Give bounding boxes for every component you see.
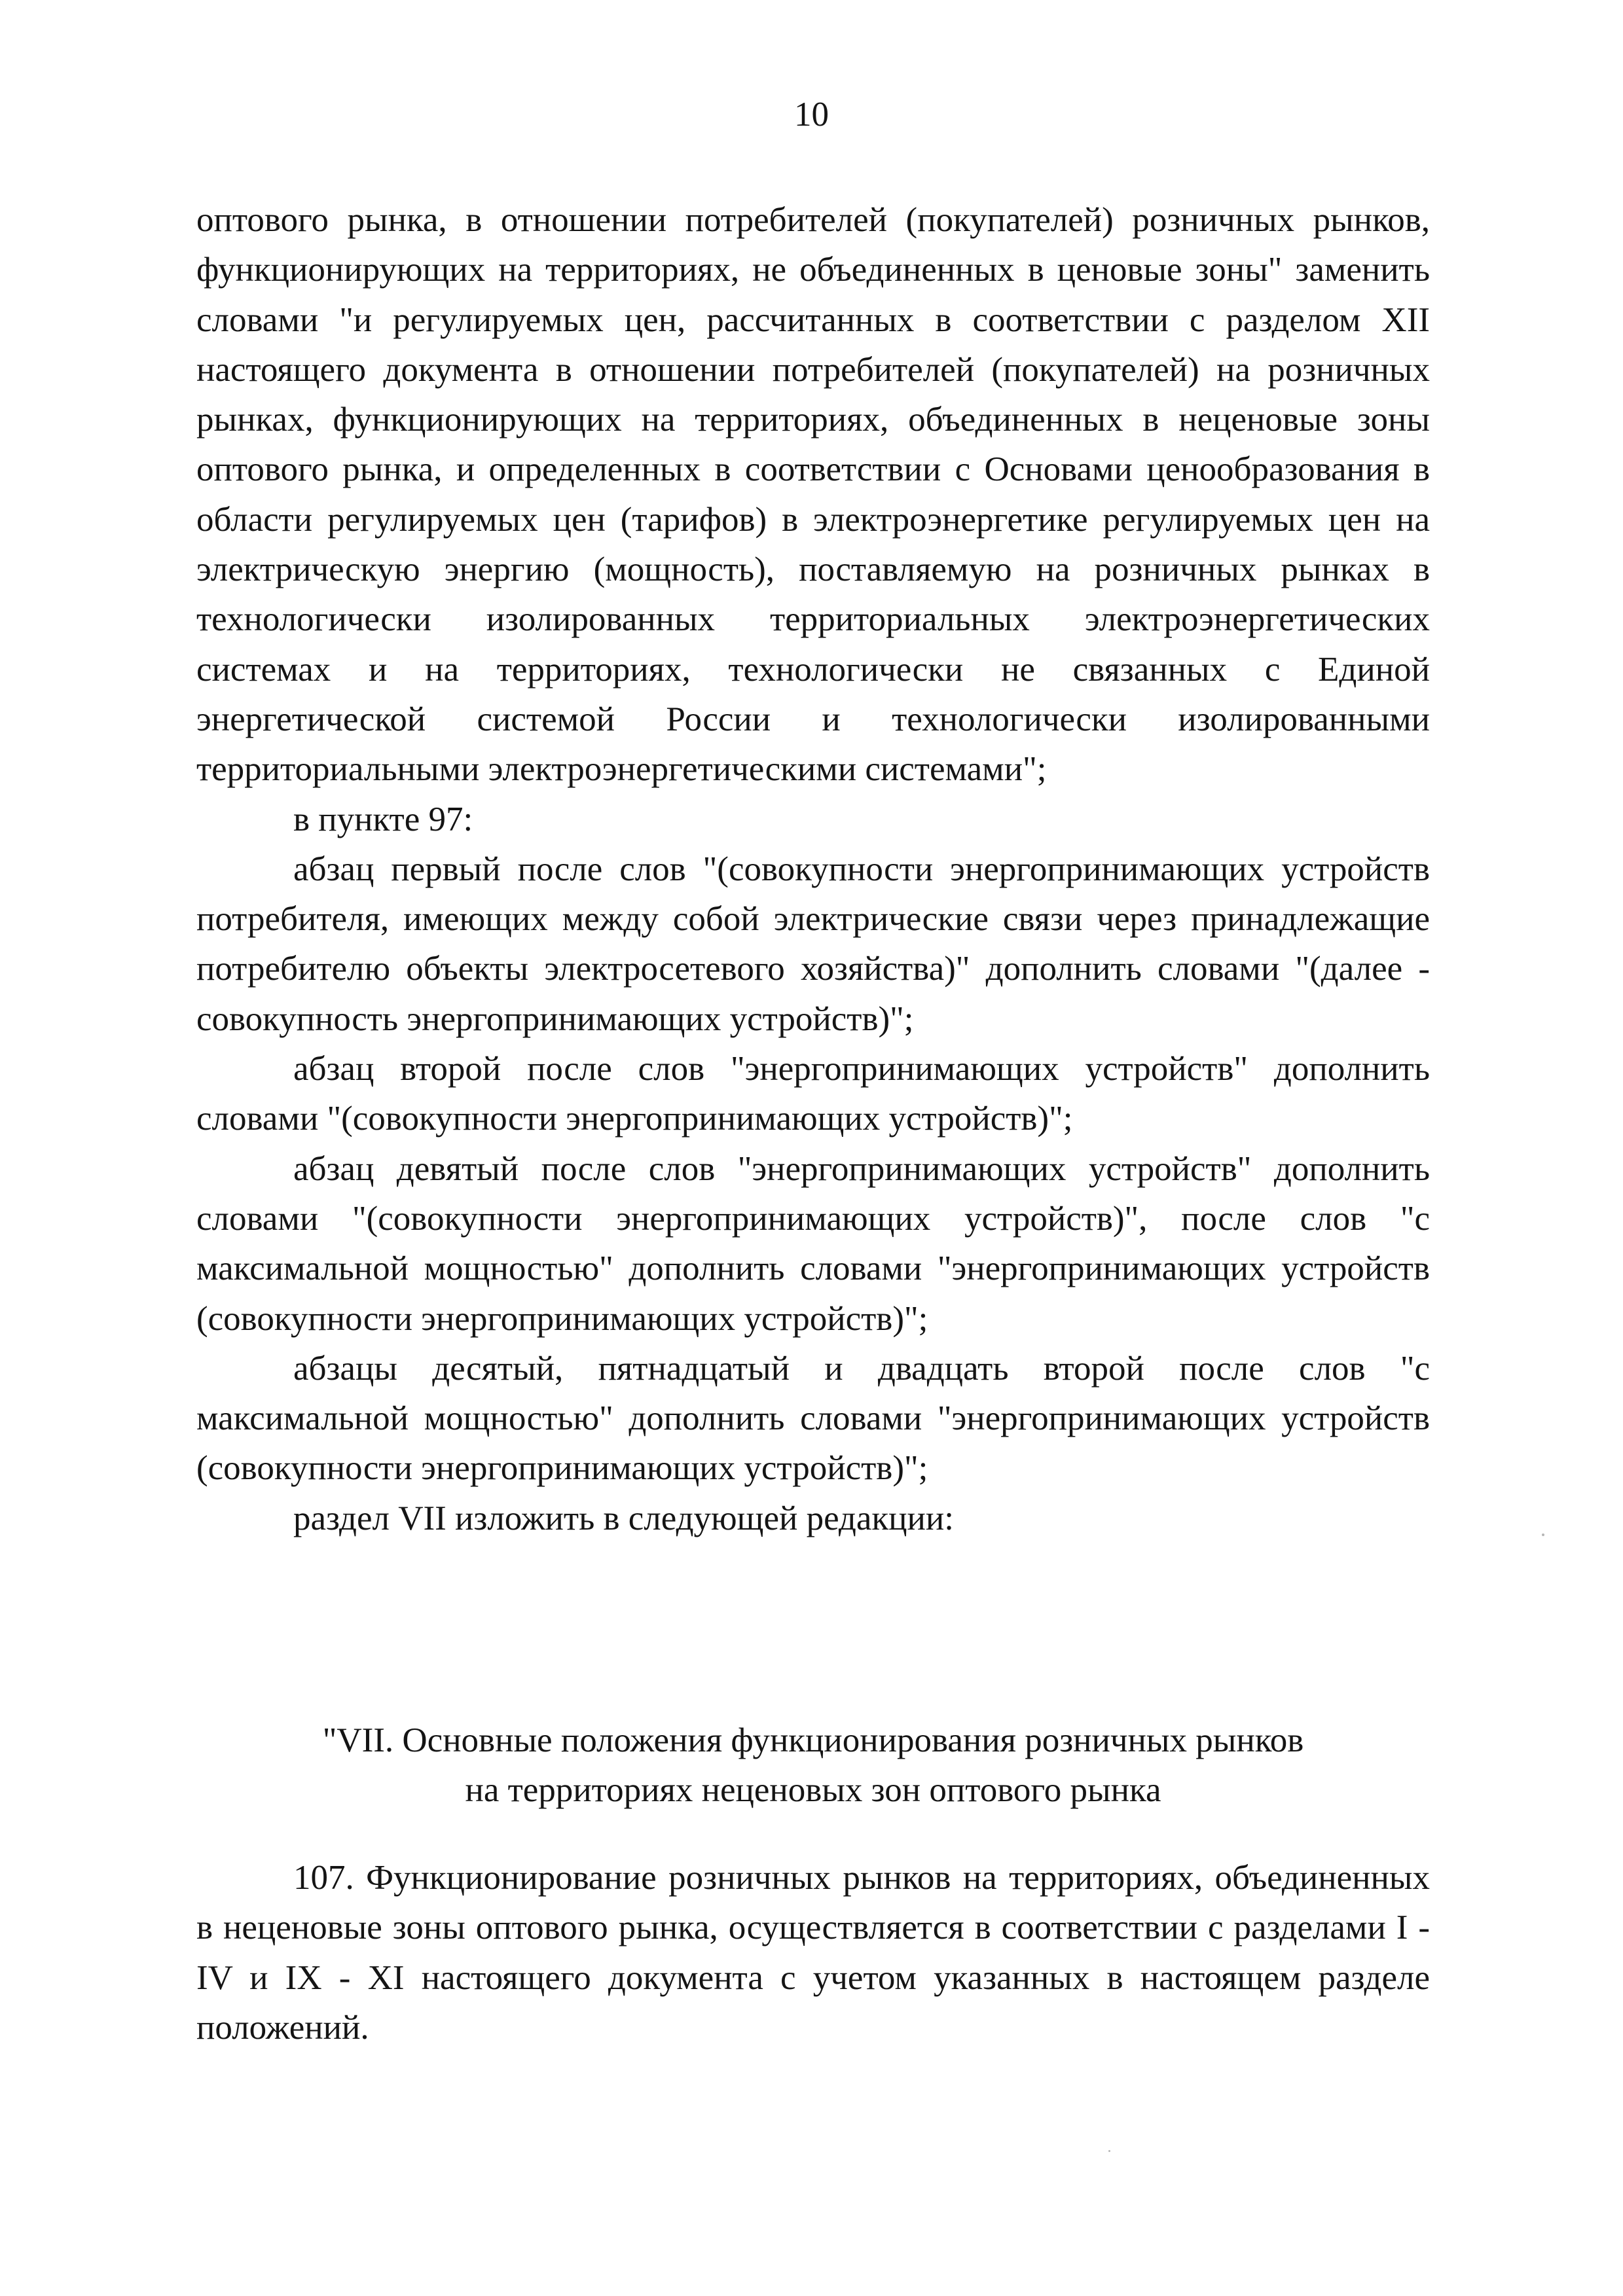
section-heading	[196, 1715, 1430, 1815]
document-body	[196, 195, 1430, 1543]
paragraph-section-vii-intro: раздел VII изложить в следующей редакции:	[293, 1499, 954, 1537]
paragraph-tenth-abzacs: абзацы десятый, пятнадцатый и двадцать второй после слов "с максимальной мощностью" дополнить словами "энергопринимающих устройств (совокупности энергопринимающих устройств)";	[196, 1349, 1430, 1488]
paragraph-ninth-abzac: абзац девятый после слов "энергопринимающих устройств" дополнить словами "(совокупности энергопринимающих устройств)", после слов "с максимальной мощностью" дополнить словами "энергопринимающих устройств (совокупности энергопринимающих устройств)";	[196, 1149, 1430, 1338]
paragraph-second-abzac: абзац второй после слов "энергопринимающих устройств" дополнить словами "(совокупности энергопринимающих устройств)";	[196, 1050, 1430, 1138]
section-heading-line-2: на территориях неценовых зон оптового рынка	[465, 1771, 1161, 1809]
paragraph-continuation: оптового рынка, в отношении потребителей (покупателей) розничных рынков, функционирующих на территориях, не объединенных в ценовые зоны" заменить словами "и регулируемых цен, рассчитанных в соответствии с разделом XII настоящего документа в отношении потребителей (покупателей) на розничных рынках, функционирующих на территориях, объединенных в неценовые зоны оптового рынка, и определенных в соответствии с Основами ценообразования в области регулируемых цен (тарифов) в электроэнергетике регулируемых цен на электрическую энергию (мощность), поставляемую на розничных рынках в технологически изолированных территориальных электроэнергетических системах и на территориях, технологически не связанных с Единой энергетической системой России и технологически изолированными территориальными электроэнергетическими системами";	[196, 201, 1430, 789]
paragraph-first-abzac: абзац первый после слов "(совокупности энергопринимающих устройств потребителя, имеющих между собой электрические связи через принадлежащие потребителю объекты электросетевого хозяйства)" дополнить словами "(далее - совокупность энергопринимающих устройств)";	[196, 850, 1430, 1038]
scan-speck-mark	[1542, 1534, 1544, 1536]
scan-speck-mark	[1108, 2150, 1110, 2152]
paragraph-107: 107. Функционирование розничных рынков на территориях, объединенных в неценовые зоны оптового рынка, осуществляется в соответствии с разделами I - IV и IX - XI настоящего документа с учетом указанных в настоящем разделе положений.	[196, 1859, 1430, 2047]
paragraph-point-97: в пункте 97:	[293, 800, 473, 838]
section-body	[196, 1853, 1430, 2053]
page-number: 10	[794, 96, 829, 134]
section-heading-line-1: "VII. Основные положения функционирования розничных рынков	[322, 1721, 1304, 1759]
